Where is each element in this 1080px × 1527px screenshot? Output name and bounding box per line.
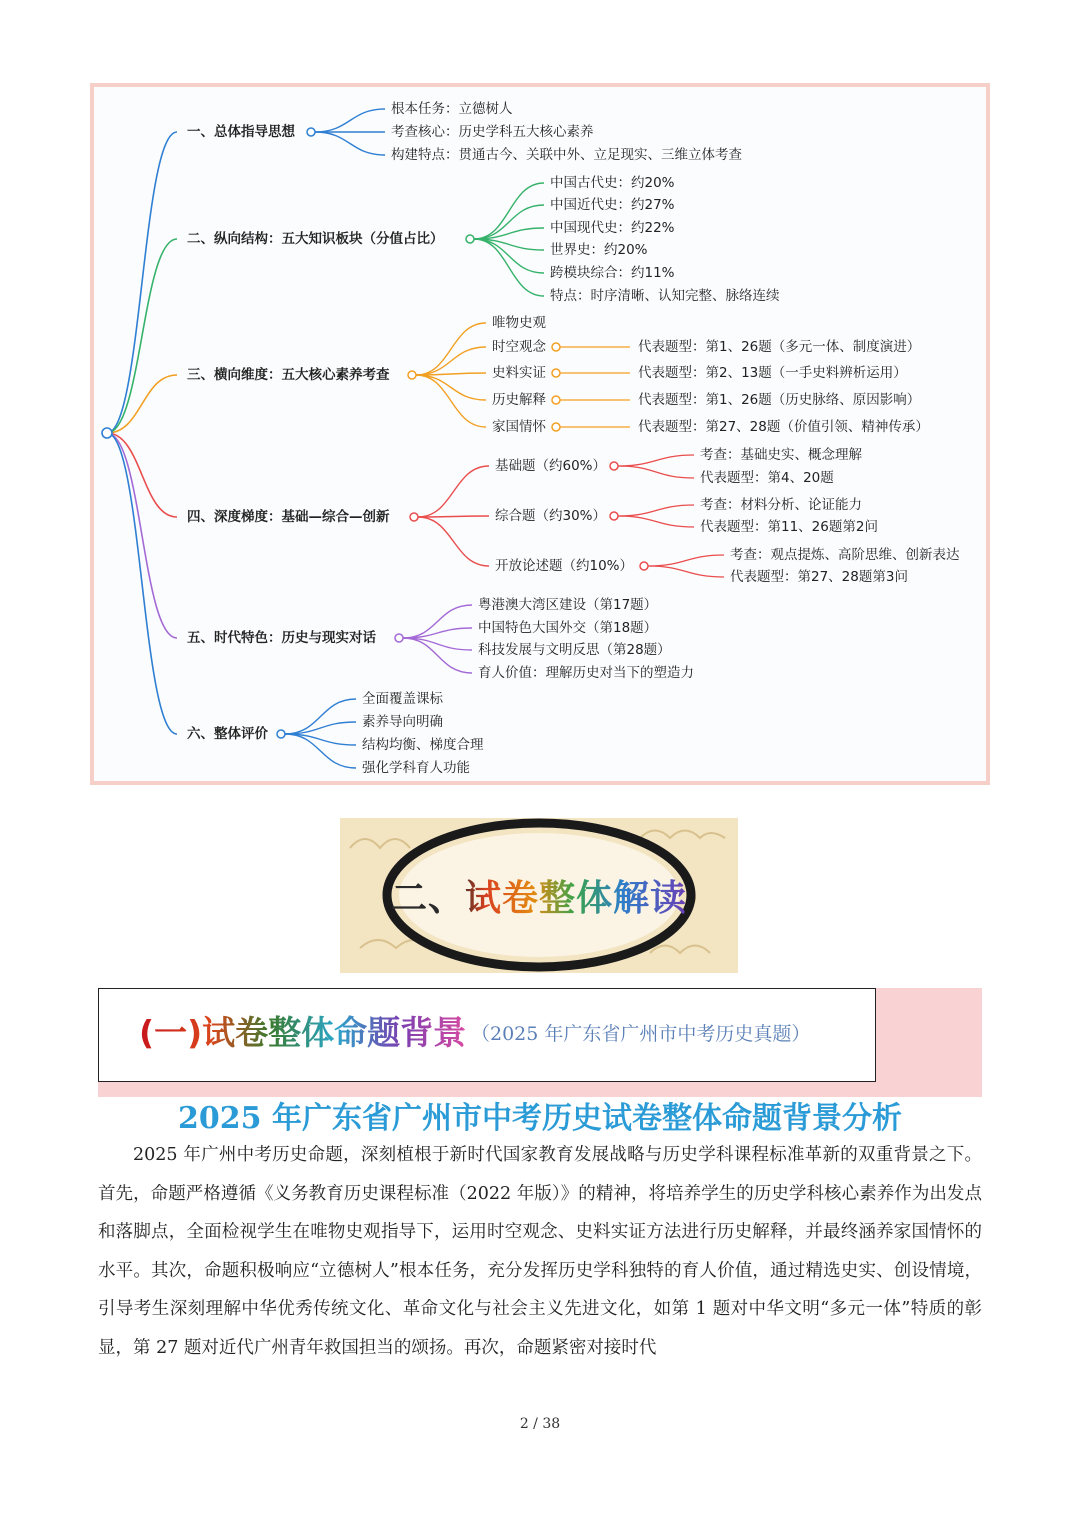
connector-line — [418, 517, 489, 566]
node-circle — [552, 423, 560, 431]
leaf-label: 世界史：约20% — [550, 242, 648, 258]
connector-line — [416, 375, 486, 400]
node-circle — [410, 513, 418, 521]
branch-label: 六、整体评价 — [187, 726, 268, 742]
leaf-label: 家国情怀 — [492, 419, 546, 435]
branch-label: 三、横向维度：五大核心素养考查 — [187, 367, 390, 383]
mind-map-image — [90, 83, 990, 785]
banner-title: 二、试卷整体解读 — [340, 818, 738, 973]
connector-line — [474, 183, 544, 239]
leaf-label: 综合题（约30%） — [495, 508, 607, 524]
connector-line — [403, 638, 472, 673]
branch-label: 一、总体指导思想 — [187, 124, 295, 140]
page-number: 2 / 38 — [519, 1416, 561, 1432]
connector-line — [418, 466, 489, 517]
connector-line — [648, 555, 724, 566]
leaf-label: 中国特色大国外交（第18题） — [478, 620, 658, 636]
leaf-label: 强化学科育人功能 — [362, 760, 470, 776]
leaf-label: 特点：时序清晰、认知完整、脉络连续 — [550, 288, 780, 304]
leaf-label: 跨模块综合：约11% — [550, 265, 675, 281]
connector-line — [618, 455, 694, 466]
node-circle — [395, 634, 403, 642]
leaf-label: 粤港澳大湾区建设（第17题） — [478, 597, 658, 613]
node-circle — [307, 128, 315, 136]
connector-line — [416, 323, 486, 375]
detail-label: 代表题型：第1、26题（多元一体、制度演进） — [638, 339, 921, 355]
connector-line — [474, 239, 544, 296]
node-circle — [552, 343, 560, 351]
connector-line — [285, 699, 356, 734]
connector-line — [648, 566, 724, 577]
leaf-label: 中国现代史：约22% — [550, 220, 675, 236]
connector-line — [618, 466, 694, 478]
leaf-label: 结构均衡、梯度合理 — [362, 737, 484, 753]
leaf-label: 考查核心：历史学科五大核心素养 — [391, 124, 594, 140]
node-circle — [640, 562, 648, 570]
leaf-label: 历史解释 — [492, 392, 546, 408]
connector-line — [416, 375, 486, 427]
node-circle — [466, 235, 474, 243]
connector-line — [107, 433, 177, 638]
leaf-label: 中国古代史：约20% — [550, 175, 675, 191]
leaf-label: 开放论述题（约10%） — [495, 558, 634, 574]
connector-line — [107, 375, 177, 433]
sub-leaf-label: 代表题型：第27、28题第3问 — [730, 569, 908, 585]
leaf-label: 基础题（约60%） — [495, 458, 607, 474]
branch-label: 二、纵向结构：五大知识板块（分值占比） — [187, 231, 444, 247]
root-node — [102, 428, 112, 438]
connector-line — [315, 132, 385, 155]
node-circle — [552, 369, 560, 377]
connector-line — [618, 505, 694, 516]
leaf-label: 科技发展与文明反思（第28题） — [478, 642, 671, 658]
sub-leaf-label: 考查：基础史实、概念理解 — [700, 447, 862, 463]
body-paragraph: 2025 年广州中考历史命题，深刻植根于新时代国家教育发展战略与历史学科课程标准革新的双重背景之下。首先，命题严格遵循《义务教育历史课程标准（2022 年版）》的精神，将培养学生的历史学科核心素养作为出发点和落脚点，全面检视学生在唯物史观指导下，运用时空观念、史料实证方法进行历史解释，并最终涵养家国情怀的水平。其次，命题积极响应“立德树人”根本任务，充分发挥历史学科独特的育人价值，通过精选史实、创设情境，引导考生深刻理解中华优秀传统文化、革命文化与社会主义先进文化，如第 1 题对中华文明“多元一体”特质的彰显，第 27 题对近代广州青年救国担当的颂扬。再次，命题紧密对接时代 — [98, 1145, 982, 1358]
detail-label: 代表题型：第27、28题（价值引领、精神传承） — [638, 419, 929, 435]
detail-label: 代表题型：第2、13题（一手史料辨析运用） — [638, 365, 907, 381]
leaf-label: 全面覆盖课标 — [362, 691, 443, 707]
connector-line — [107, 433, 177, 517]
section-header-box — [98, 988, 876, 1082]
connector-line — [107, 132, 177, 433]
leaf-label: 时空观念 — [492, 339, 546, 355]
document-title: 2025 年广东省广州市中考历史试卷整体命题背景分析 — [178, 1101, 902, 1136]
sub-leaf-label: 考查：观点提炼、高阶思维、创新表达 — [730, 547, 960, 563]
sub-leaf-label: 考查：材料分析、论证能力 — [700, 497, 862, 513]
sub-leaf-label: 代表题型：第4、20题 — [700, 470, 834, 486]
section-subtitle: （2025 年广东省广州市中考历史真题） — [471, 1023, 811, 1045]
connector-line — [618, 516, 694, 527]
leaf-label: 素养导向明确 — [362, 714, 443, 730]
leaf-label: 构建特点：贯通古今、关联中外、立足现实、三维立体考查 — [391, 147, 742, 163]
branch-label: 四、深度梯度：基础—综合—创新 — [187, 509, 390, 525]
leaf-label: 唯物史观 — [492, 315, 546, 331]
connector-line — [416, 347, 486, 375]
section-banner-image — [340, 818, 738, 973]
section-title: (一)试卷整体命题背景 — [139, 1013, 467, 1052]
node-circle — [610, 462, 618, 470]
node-circle — [277, 730, 285, 738]
node-circle — [610, 512, 618, 520]
branch-label: 五、时代特色：历史与现实对话 — [187, 630, 376, 646]
leaf-label: 中国近代史：约27% — [550, 197, 675, 213]
node-circle — [552, 396, 560, 404]
connector-line — [107, 433, 177, 734]
leaf-label: 根本任务：立德树人 — [391, 101, 513, 117]
leaf-label: 育人价值：理解历史对当下的塑造力 — [478, 665, 694, 681]
sub-leaf-label: 代表题型：第11、26题第2问 — [700, 519, 878, 535]
connector-line — [418, 516, 489, 517]
connector-line — [315, 109, 385, 132]
leaf-label: 史料实证 — [492, 365, 546, 381]
node-circle — [408, 371, 416, 379]
detail-label: 代表题型：第1、26题（历史脉络、原因影响） — [638, 392, 921, 408]
